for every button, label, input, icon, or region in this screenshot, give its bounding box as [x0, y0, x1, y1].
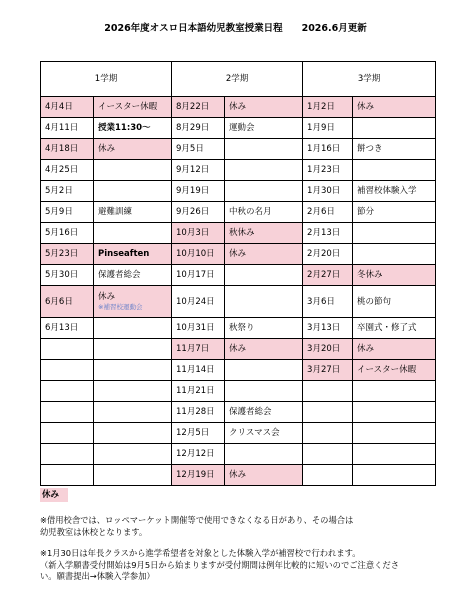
term-3-date-cell: 2月20日 [303, 244, 353, 265]
term-2-date-cell: 11月21日 [172, 381, 225, 402]
term-2-date-cell: 10月17日 [172, 265, 225, 286]
term-1-date-cell: 5月16日 [41, 223, 94, 244]
event-subnote: ※補習校運動会 [98, 303, 143, 311]
term-2-event-cell [225, 265, 303, 286]
schedule-row [41, 181, 436, 202]
term-3-date-cell: 3月13日 [303, 318, 353, 339]
event-label: 休み [229, 470, 247, 480]
term-3-date-cell [303, 465, 353, 486]
term-1-date-cell: 4月4日 [41, 97, 94, 118]
term-2-date-cell: 12月5日 [172, 423, 225, 444]
term-1-event-cell [94, 97, 172, 118]
term-3-event-cell [353, 381, 436, 402]
term-1-date-cell: 4月11日 [41, 118, 94, 139]
event-label: 運動会 [229, 123, 255, 133]
term-1-event-cell [94, 318, 172, 339]
schedule-row [41, 265, 436, 286]
term-1-date-cell: 4月18日 [41, 139, 94, 160]
term-3-event-cell [353, 244, 436, 265]
term-2-event-cell [225, 244, 303, 265]
term-2-date-cell: 10月3日 [172, 223, 225, 244]
term-2-date-cell: 9月5日 [172, 139, 225, 160]
term-1-event-cell [94, 339, 172, 360]
term-3-date-cell: 3月27日 [303, 360, 353, 381]
event-label: 保護者総会 [98, 270, 141, 280]
term-2-date-cell: 9月12日 [172, 160, 225, 181]
term-1-date-cell: 5月30日 [41, 265, 94, 286]
term-3-event-cell [353, 118, 436, 139]
term-3-event-cell [353, 423, 436, 444]
schedule-row [41, 444, 436, 465]
term-1-event-cell [94, 181, 172, 202]
term-1-event-cell [94, 360, 172, 381]
event-label: 餅つき [357, 144, 383, 154]
event-label: 休み [229, 249, 247, 259]
event-label: 秋祭り [229, 323, 255, 333]
term-2-event-cell [225, 381, 303, 402]
term-1-event-cell [94, 139, 172, 160]
term-1-date-cell: 5月9日 [41, 202, 94, 223]
note-gap [40, 538, 465, 548]
term-3-event-cell [353, 339, 436, 360]
term-2-header: 2学期 [172, 62, 303, 97]
event-label: 休み [98, 292, 116, 302]
note-line: い。願書提出→体験入学参加） [40, 571, 155, 581]
schedule-row [41, 223, 436, 244]
term-2-date-cell: 10月24日 [172, 286, 225, 318]
term-2-event-cell [225, 139, 303, 160]
schedule-row [41, 360, 436, 381]
term-1-date-cell: 6月6日 [41, 286, 94, 318]
term-3-event-cell [353, 139, 436, 160]
term-3-date-cell: 1月16日 [303, 139, 353, 160]
term-3-date-cell: 2月27日 [303, 265, 353, 286]
term-3-date-cell: 1月30日 [303, 181, 353, 202]
event-label: 中秋の名月 [229, 207, 272, 217]
term-2-date-cell: 10月10日 [172, 244, 225, 265]
term-2-date-cell: 9月26日 [172, 202, 225, 223]
term-2-event-cell [225, 118, 303, 139]
term-2-event-cell [225, 97, 303, 118]
term-1-event-cell [94, 160, 172, 181]
event-label: 休み [357, 344, 375, 354]
term-1-event-cell [94, 202, 172, 223]
term-2-date-cell: 8月29日 [172, 118, 225, 139]
term-3-date-cell [303, 423, 353, 444]
schedule-row [41, 402, 436, 423]
term-1-date-cell: 5月23日 [41, 244, 94, 265]
term-3-date-cell: 1月23日 [303, 160, 353, 181]
term-2-event-cell [225, 202, 303, 223]
term-1-event-cell [94, 423, 172, 444]
term-1-date-cell [41, 423, 94, 444]
term-3-event-cell [353, 223, 436, 244]
event-label: 桃の節句 [357, 296, 392, 307]
term-1-event-cell [94, 223, 172, 244]
term-3-date-cell [303, 444, 353, 465]
term-2-date-cell: 12月12日 [172, 444, 225, 465]
term-1-date-cell [41, 402, 94, 423]
schedule-row [41, 202, 436, 223]
schedule-body [41, 62, 436, 486]
term-3-date-cell: 3月6日 [303, 286, 353, 318]
event-label: 避難訓練 [98, 207, 133, 217]
event-label: 休み [229, 344, 247, 354]
term-1-event-cell [94, 444, 172, 465]
note-line: （新入学願書受付開始は9月5日から始まりますが受付期間は例年比較的に短いのでご注意くださ [40, 559, 400, 570]
schedule-row [41, 465, 436, 486]
term-3-event-cell [353, 286, 436, 318]
note-line: ※借用校舎では、ロッペマーケット開催等で使用できなくなる日があり、その場合は [40, 515, 354, 525]
term-3-date-cell: 3月20日 [303, 339, 353, 360]
event-label: 休み [357, 102, 375, 112]
term-3-event-cell [353, 97, 436, 118]
term-2-event-cell [225, 339, 303, 360]
term-2-event-cell [225, 318, 303, 339]
term-2-date-cell: 8月22日 [172, 97, 225, 118]
event-label: クリスマス会 [229, 428, 280, 438]
term-2-date-cell: 12月19日 [172, 465, 225, 486]
term-1-date-cell [41, 339, 94, 360]
term-3-date-cell: 1月2日 [303, 97, 353, 118]
term-3-event-cell [353, 265, 436, 286]
term-2-date-cell: 11月28日 [172, 402, 225, 423]
term-1-date-cell [41, 360, 94, 381]
term-2-event-cell [225, 402, 303, 423]
term-2-event-cell [225, 465, 303, 486]
term-3-date-cell: 2月13日 [303, 223, 353, 244]
term-2-event-cell [225, 223, 303, 244]
notes [40, 515, 465, 583]
term-1-event-cell [94, 118, 172, 139]
term-1-date-cell: 4月25日 [41, 160, 94, 181]
term-3-event-cell [353, 202, 436, 223]
event-label: Pinseaften [98, 249, 150, 259]
event-label: 冬休み [357, 270, 383, 280]
term-3-event-cell [353, 402, 436, 423]
term-3-date-cell [303, 402, 353, 423]
term-1-date-cell [41, 381, 94, 402]
schedule-row [41, 423, 436, 444]
term-2-date-cell: 10月31日 [172, 318, 225, 339]
event-label: 秋休み [229, 228, 255, 238]
term-3-header: 3学期 [303, 62, 436, 97]
term-1-event-cell [94, 465, 172, 486]
term-3-event-cell [353, 160, 436, 181]
term-3-event-cell [353, 444, 436, 465]
term-2-event-cell [225, 360, 303, 381]
schedule-row [41, 318, 436, 339]
term-1-event-cell [94, 381, 172, 402]
schedule-table [40, 61, 436, 486]
schedule-row [41, 339, 436, 360]
event-label: 保護者総会 [229, 407, 272, 417]
event-label: 節分 [357, 207, 375, 217]
term-1-event-cell [94, 265, 172, 286]
term-2-event-cell [225, 286, 303, 318]
event-label: 休み [98, 144, 116, 154]
term-3-event-cell [353, 318, 436, 339]
term-2-event-cell [225, 444, 303, 465]
term-2-event-cell [225, 423, 303, 444]
term-2-date-cell: 9月19日 [172, 181, 225, 202]
term-1-date-cell [41, 465, 94, 486]
term-3-event-cell [353, 465, 436, 486]
term-1-event-cell [94, 244, 172, 265]
schedule-row [41, 286, 436, 318]
event-label: イースター休暇 [98, 102, 158, 112]
event-label: 卒園式・修了式 [357, 323, 417, 333]
event-label: 授業11:30～ [98, 123, 151, 133]
schedule-row [41, 118, 436, 139]
term-1-event-cell [94, 286, 172, 318]
term-3-date-cell [303, 381, 353, 402]
schedule-row [41, 160, 436, 181]
term-3-date-cell: 2月6日 [303, 202, 353, 223]
event-label: イースター休暇 [357, 365, 417, 375]
term-1-event-cell [94, 402, 172, 423]
note-line: 幼児教室は休校となります。 [40, 526, 148, 537]
term-2-event-cell [225, 181, 303, 202]
event-label: 補習校体験入学 [357, 186, 417, 196]
term-2-event-cell [225, 160, 303, 181]
term-1-date-cell [41, 444, 94, 465]
term-3-event-cell [353, 181, 436, 202]
term-1-date-cell: 6月13日 [41, 318, 94, 339]
term-1-header: 1学期 [41, 62, 172, 97]
schedule-row [41, 381, 436, 402]
term-3-date-cell: 1月9日 [303, 118, 353, 139]
term-header-row [41, 62, 436, 97]
term-2-date-cell: 11月7日 [172, 339, 225, 360]
schedule-row [41, 244, 436, 265]
event-label: 休み [229, 102, 247, 112]
schedule-row [41, 97, 436, 118]
holiday-legend: 休み [40, 488, 68, 502]
schedule-row [41, 139, 436, 160]
page-title: 2026年度オスロ日本語幼児教室授業日程 2026.6月更新 [104, 23, 367, 34]
term-1-date-cell: 5月2日 [41, 181, 94, 202]
term-3-event-cell [353, 360, 436, 381]
term-2-date-cell: 11月14日 [172, 360, 225, 381]
note-line: ※1月30日は年長クラスから進学希望者を対象とした体験入学が補習校で行われます。 [40, 548, 361, 558]
